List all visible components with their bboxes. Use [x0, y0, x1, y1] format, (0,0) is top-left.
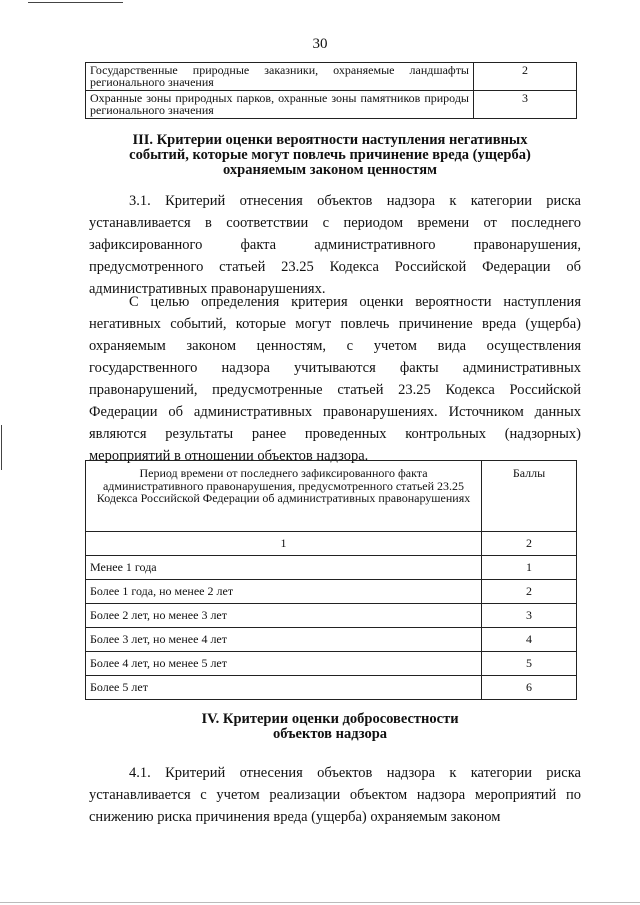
protected-areas-table	[85, 62, 577, 119]
header-period: Период времени от последнего зафиксированного факта административного правонарушения, предусмотренного статьей 23.25 Кодекса Российской Федерации об административных правонарушениях	[86, 461, 482, 532]
column-number: 2	[482, 532, 577, 556]
paragraph-3-1: 3.1. Критерий отнесения объектов надзора к категории риска устанавливается в соответствии с периодом времени от последнего зафиксированного факта административного правонарушения, предусмотренного статьей 23.25 Кодекса Российской Федерации об административных правонарушениях.	[89, 193, 581, 297]
heading-line: охраняемым законом ценностям	[223, 162, 437, 178]
page-number: 30	[312, 36, 328, 52]
section-3-heading	[80, 133, 580, 178]
scan-edge-bottom	[0, 902, 640, 903]
score-cell: 5	[482, 652, 577, 676]
table-row	[86, 91, 577, 119]
paragraph-3-purpose: С целью определения критерия оценки вероятности наступления негативных событий, которые могут повлечь причинение вреда (ущерба) охраняемым законом ценностям, с учетом вида осуществления государственного надзора учитываются факты административных правонарушений, предусмотренные статьей 23.25 Кодекса Российской Федерации об административных правонарушениях. Источником данных являются результаты ранее проведенных контрольных (надзорных) мероприятий в отношении объектов надзора.	[89, 294, 581, 464]
table-cell-category: Охранные зоны природных парков, охранные зоны памятников природы регионального значения	[86, 91, 474, 119]
paragraph-4-1: 4.1. Критерий отнесения объектов надзора к категории риска устанавливается с учетом реализации объектом надзора мероприятий по снижению риска причинения вреда (ущерба) охраняемым законом	[89, 765, 581, 825]
table-row	[86, 652, 577, 676]
table-header-row	[86, 461, 577, 532]
table-row	[86, 556, 577, 580]
section-4-heading	[80, 712, 580, 742]
heading-line: объектов надзора	[272, 726, 388, 742]
score-cell: 1	[482, 556, 577, 580]
scan-edge-top	[28, 2, 123, 3]
heading-line: IV. Критерии оценки добросовестности	[201, 711, 459, 727]
violation-period-table	[85, 460, 577, 700]
period-cell: Более 3 лет, но менее 4 лет	[86, 628, 482, 652]
period-cell: Более 5 лет	[86, 676, 482, 700]
table-row	[86, 580, 577, 604]
period-cell: Менее 1 года	[86, 556, 482, 580]
score-cell: 3	[482, 604, 577, 628]
heading-line: событий, которые могут повлечь причинение вреда (ущерба)	[129, 147, 531, 163]
table-row	[86, 628, 577, 652]
period-cell: Более 4 лет, но менее 5 лет	[86, 652, 482, 676]
table-numbering-row	[86, 532, 577, 556]
table-cell-value: 3	[474, 91, 577, 119]
table-cell-category: Государственные природные заказники, охраняемые ландшафты регионального значения	[86, 63, 474, 91]
score-cell: 2	[482, 580, 577, 604]
table-row	[86, 604, 577, 628]
period-cell: Более 2 лет, но менее 3 лет	[86, 604, 482, 628]
column-number: 1	[86, 532, 482, 556]
table-cell-value: 2	[474, 63, 577, 91]
table-row	[86, 676, 577, 700]
scan-edge-left	[1, 425, 2, 470]
score-cell: 4	[482, 628, 577, 652]
header-score: Баллы	[482, 461, 577, 532]
heading-line: III. Критерии оценки вероятности наступления негативных	[132, 132, 528, 148]
table-row	[86, 63, 577, 91]
score-cell: 6	[482, 676, 577, 700]
period-cell: Более 1 года, но менее 2 лет	[86, 580, 482, 604]
